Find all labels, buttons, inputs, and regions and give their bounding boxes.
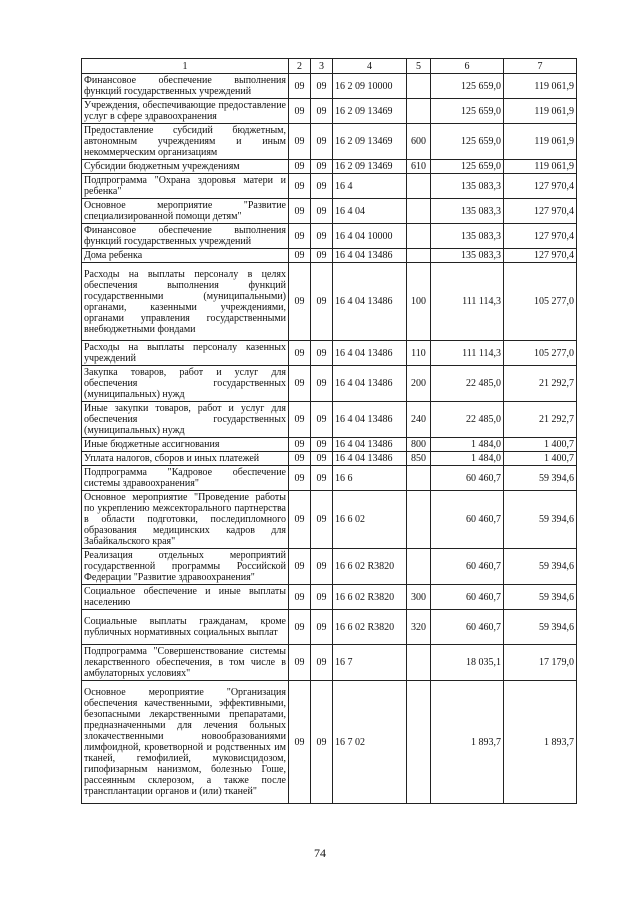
expense-type-code xyxy=(407,681,431,804)
section-code: 09 xyxy=(289,466,311,491)
amount-col6: 135 083,3 xyxy=(431,174,504,199)
section-code: 09 xyxy=(289,74,311,99)
target-article-code: 16 7 02 xyxy=(333,681,407,804)
amount-col6: 60 460,7 xyxy=(431,585,504,610)
amount-col6: 111 114,3 xyxy=(431,263,504,341)
amount-col7: 59 394,6 xyxy=(504,610,577,645)
target-article-code: 16 2 09 13469 xyxy=(333,124,407,160)
amount-col6: 60 460,7 xyxy=(431,491,504,549)
subsection-code: 09 xyxy=(311,249,333,263)
header-row xyxy=(82,59,577,74)
target-article-code: 16 4 04 xyxy=(333,199,407,224)
expense-type-code xyxy=(407,491,431,549)
item-name: Основное мероприятие "Организация обеспечения качественными, эффективными, безопасными лекарственными препаратами, предназначенными для лечения больных злокачественными новообразованиями лимфоидной, кроветворной и родственных им тканей, гемофилией, муковисцидозом, гипофизарным нанизмом, болезнью Гоше, рассеянным склерозом, а также после трансплантации органов и (или) тканей" xyxy=(82,681,289,804)
amount-col6: 22 485,0 xyxy=(431,366,504,402)
table-row xyxy=(82,491,577,549)
target-article-code: 16 4 04 13486 xyxy=(333,249,407,263)
item-name: Финансовое обеспечение выполнения функций государственных учреждений xyxy=(82,224,289,249)
table-row xyxy=(82,585,577,610)
amount-col6: 60 460,7 xyxy=(431,466,504,491)
table-row xyxy=(82,645,577,681)
section-code: 09 xyxy=(289,585,311,610)
subsection-code: 09 xyxy=(311,263,333,341)
subsection-code: 09 xyxy=(311,199,333,224)
section-code: 09 xyxy=(289,438,311,452)
target-article-code: 16 6 02 R3820 xyxy=(333,549,407,585)
amount-col6: 125 659,0 xyxy=(431,160,504,174)
expense-type-code: 600 xyxy=(407,124,431,160)
target-article-code: 16 2 09 13469 xyxy=(333,99,407,124)
item-name: Основное мероприятие "Проведение работы по укреплению межсекторального партнерства в области подготовки, последипломного образования медицинских кадров для Забайкальского края" xyxy=(82,491,289,549)
expense-type-code xyxy=(407,199,431,224)
section-code: 09 xyxy=(289,491,311,549)
item-name: Дома ребенка xyxy=(82,249,289,263)
table-row xyxy=(82,366,577,402)
expense-type-code: 800 xyxy=(407,438,431,452)
header-cell: 3 xyxy=(311,59,333,74)
item-name: Субсидии бюджетным учреждениям xyxy=(82,160,289,174)
table-row xyxy=(82,452,577,466)
item-name: Иные бюджетные ассигнования xyxy=(82,438,289,452)
header-cell: 1 xyxy=(82,59,289,74)
table-row xyxy=(82,610,577,645)
table-row xyxy=(82,263,577,341)
section-code: 09 xyxy=(289,681,311,804)
expense-type-code: 300 xyxy=(407,585,431,610)
header-cell: 6 xyxy=(431,59,504,74)
subsection-code: 09 xyxy=(311,402,333,438)
subsection-code: 09 xyxy=(311,366,333,402)
expense-type-code xyxy=(407,174,431,199)
amount-col7: 119 061,9 xyxy=(504,74,577,99)
item-name: Подпрограмма "Совершенствование системы лекарственного обеспечения, в том числе в амбулаторных условиях" xyxy=(82,645,289,681)
amount-col6: 135 083,3 xyxy=(431,249,504,263)
target-article-code: 16 4 04 10000 xyxy=(333,224,407,249)
section-code: 09 xyxy=(289,263,311,341)
amount-col7: 59 394,6 xyxy=(504,585,577,610)
amount-col6: 125 659,0 xyxy=(431,74,504,99)
amount-col6: 125 659,0 xyxy=(431,99,504,124)
amount-col7: 17 179,0 xyxy=(504,645,577,681)
amount-col6: 60 460,7 xyxy=(431,610,504,645)
section-code: 09 xyxy=(289,124,311,160)
subsection-code: 09 xyxy=(311,124,333,160)
subsection-code: 09 xyxy=(311,174,333,199)
table-row xyxy=(82,438,577,452)
amount-col6: 60 460,7 xyxy=(431,549,504,585)
table-row xyxy=(82,341,577,366)
target-article-code: 16 7 xyxy=(333,645,407,681)
subsection-code: 09 xyxy=(311,610,333,645)
section-code: 09 xyxy=(289,341,311,366)
header-cell: 7 xyxy=(504,59,577,74)
amount-col7: 119 061,9 xyxy=(504,160,577,174)
amount-col7: 1 400,7 xyxy=(504,452,577,466)
amount-col6: 18 035,1 xyxy=(431,645,504,681)
subsection-code: 09 xyxy=(311,341,333,366)
amount-col7: 59 394,6 xyxy=(504,549,577,585)
item-name: Социальное обеспечение и иные выплаты населению xyxy=(82,585,289,610)
target-article-code: 16 4 04 13486 xyxy=(333,452,407,466)
expense-type-code: 240 xyxy=(407,402,431,438)
section-code: 09 xyxy=(289,99,311,124)
table-row xyxy=(82,199,577,224)
target-article-code: 16 4 04 13486 xyxy=(333,263,407,341)
amount-col6: 111 114,3 xyxy=(431,341,504,366)
amount-col7: 127 970,4 xyxy=(504,249,577,263)
subsection-code: 09 xyxy=(311,681,333,804)
expense-type-code xyxy=(407,549,431,585)
target-article-code: 16 4 xyxy=(333,174,407,199)
amount-col6: 135 083,3 xyxy=(431,199,504,224)
header-cell: 4 xyxy=(333,59,407,74)
amount-col7: 127 970,4 xyxy=(504,174,577,199)
amount-col7: 59 394,6 xyxy=(504,491,577,549)
table-row xyxy=(82,99,577,124)
item-name: Финансовое обеспечение выполнения функций государственных учреждений xyxy=(82,74,289,99)
item-name: Социальные выплаты гражданам, кроме публичных нормативных социальных выплат xyxy=(82,610,289,645)
header-cell: 2 xyxy=(289,59,311,74)
item-name: Расходы на выплаты персоналу казенных учреждений xyxy=(82,341,289,366)
target-article-code: 16 4 04 13486 xyxy=(333,402,407,438)
target-article-code: 16 6 xyxy=(333,466,407,491)
table-row xyxy=(82,160,577,174)
section-code: 09 xyxy=(289,199,311,224)
amount-col7: 1 400,7 xyxy=(504,438,577,452)
subsection-code: 09 xyxy=(311,549,333,585)
page-number: 74 xyxy=(314,846,326,860)
subsection-code: 09 xyxy=(311,438,333,452)
amount-col7: 21 292,7 xyxy=(504,366,577,402)
section-code: 09 xyxy=(289,549,311,585)
target-article-code: 16 2 09 10000 xyxy=(333,74,407,99)
expense-type-code xyxy=(407,249,431,263)
section-code: 09 xyxy=(289,610,311,645)
expense-type-code: 100 xyxy=(407,263,431,341)
budget-table xyxy=(81,58,577,804)
table-row xyxy=(82,466,577,491)
table-body xyxy=(82,74,577,804)
header-cell: 5 xyxy=(407,59,431,74)
amount-col7: 119 061,9 xyxy=(504,124,577,160)
section-code: 09 xyxy=(289,366,311,402)
subsection-code: 09 xyxy=(311,466,333,491)
section-code: 09 xyxy=(289,402,311,438)
table-row xyxy=(82,74,577,99)
target-article-code: 16 6 02 R3820 xyxy=(333,585,407,610)
subsection-code: 09 xyxy=(311,74,333,99)
item-name: Закупка товаров, работ и услуг для обеспечения государственных (муниципальных) нужд xyxy=(82,366,289,402)
target-article-code: 16 4 04 13486 xyxy=(333,341,407,366)
amount-col6: 1 484,0 xyxy=(431,438,504,452)
amount-col6: 22 485,0 xyxy=(431,402,504,438)
expense-type-code xyxy=(407,645,431,681)
item-name: Подпрограмма "Кадровое обеспечение системы здравоохранения" xyxy=(82,466,289,491)
subsection-code: 09 xyxy=(311,585,333,610)
table-row xyxy=(82,681,577,804)
amount-col6: 135 083,3 xyxy=(431,224,504,249)
target-article-code: 16 4 04 13486 xyxy=(333,366,407,402)
item-name: Предоставление субсидий бюджетным, автономным учреждениям и иным некоммерческим организациям xyxy=(82,124,289,160)
expense-type-code xyxy=(407,224,431,249)
table-row xyxy=(82,249,577,263)
amount-col7: 21 292,7 xyxy=(504,402,577,438)
table-row xyxy=(82,224,577,249)
item-name: Иные закупки товаров, работ и услуг для обеспечения государственных (муниципальных) нужд xyxy=(82,402,289,438)
target-article-code: 16 4 04 13486 xyxy=(333,438,407,452)
table-row xyxy=(82,549,577,585)
expense-type-code: 850 xyxy=(407,452,431,466)
expense-type-code: 610 xyxy=(407,160,431,174)
section-code: 09 xyxy=(289,160,311,174)
target-article-code: 16 2 09 13469 xyxy=(333,160,407,174)
amount-col7: 105 277,0 xyxy=(504,263,577,341)
section-code: 09 xyxy=(289,452,311,466)
amount-col7: 105 277,0 xyxy=(504,341,577,366)
item-name: Основное мероприятие "Развитие специализированной помощи детям" xyxy=(82,199,289,224)
subsection-code: 09 xyxy=(311,645,333,681)
table-row xyxy=(82,124,577,160)
expense-type-code: 320 xyxy=(407,610,431,645)
amount-col7: 127 970,4 xyxy=(504,224,577,249)
amount-col6: 1 893,7 xyxy=(431,681,504,804)
target-article-code: 16 6 02 xyxy=(333,491,407,549)
subsection-code: 09 xyxy=(311,160,333,174)
amount-col6: 125 659,0 xyxy=(431,124,504,160)
section-code: 09 xyxy=(289,249,311,263)
section-code: 09 xyxy=(289,174,311,199)
amount-col7: 127 970,4 xyxy=(504,199,577,224)
target-article-code: 16 6 02 R3820 xyxy=(333,610,407,645)
expense-type-code xyxy=(407,466,431,491)
section-code: 09 xyxy=(289,224,311,249)
expense-type-code xyxy=(407,99,431,124)
table-row xyxy=(82,402,577,438)
subsection-code: 09 xyxy=(311,224,333,249)
amount-col7: 119 061,9 xyxy=(504,99,577,124)
expense-type-code: 110 xyxy=(407,341,431,366)
subsection-code: 09 xyxy=(311,99,333,124)
item-name: Учреждения, обеспечивающие предоставление услуг в сфере здравоохранения xyxy=(82,99,289,124)
item-name: Подпрограмма "Охрана здоровья матери и ребенка" xyxy=(82,174,289,199)
item-name: Уплата налогов, сборов и иных платежей xyxy=(82,452,289,466)
table-row xyxy=(82,174,577,199)
item-name: Реализация отдельных мероприятий государственной программы Российской Федерации "Развитие здравоохранения" xyxy=(82,549,289,585)
item-name: Расходы на выплаты персоналу в целях обеспечения выполнения функций государственными (муниципальными) органами, казенными учреждениями, органами управления государственными внебюджетными фондами xyxy=(82,263,289,341)
subsection-code: 09 xyxy=(311,491,333,549)
expense-type-code: 200 xyxy=(407,366,431,402)
amount-col7: 59 394,6 xyxy=(504,466,577,491)
subsection-code: 09 xyxy=(311,452,333,466)
amount-col6: 1 484,0 xyxy=(431,452,504,466)
expense-type-code xyxy=(407,74,431,99)
amount-col7: 1 893,7 xyxy=(504,681,577,804)
section-code: 09 xyxy=(289,645,311,681)
